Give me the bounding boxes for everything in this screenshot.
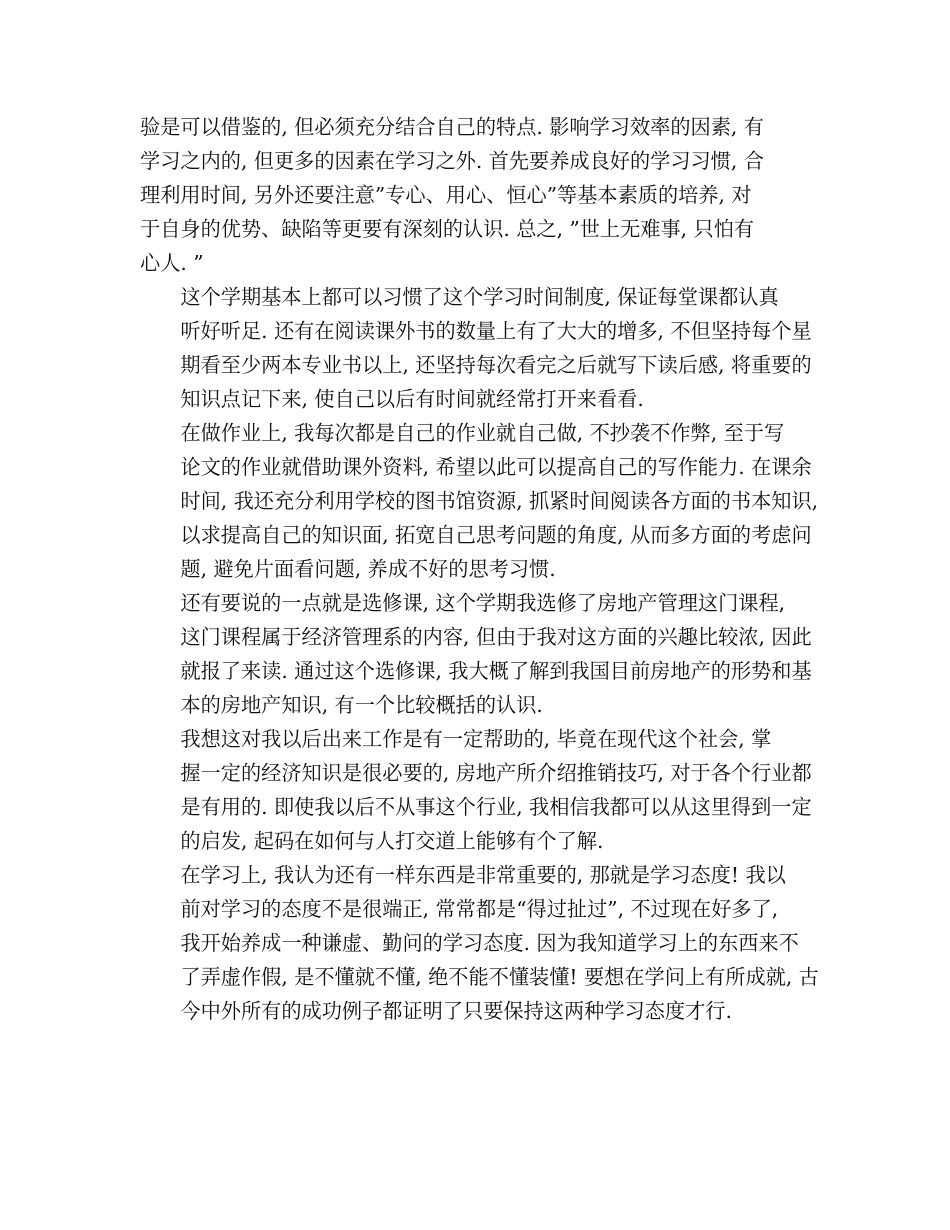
paragraph: [140, 586, 820, 722]
text-line: 学习之内的, 但更多的因素在学习之外. 首先要养成良好的学习习惯, 合: [140, 149, 764, 173]
text-line: 期看至少两本专业书以上, 还坚持每次看完之后就写下读后感, 将重要的: [180, 353, 812, 377]
text-line: 前对学习的态度不是很端正, 常常都是“得过扯过”, 不过现在好多了,: [180, 897, 779, 921]
paragraph: [140, 416, 820, 586]
text-line: 这个学期基本上都可以习惯了这个学习时间制度, 保证每堂课都认真: [180, 285, 779, 309]
text-line: 心人. ”: [140, 251, 204, 275]
text-line: 论文的作业就借助课外资料, 希望以此可以提高自己的写作能力. 在课余: [180, 455, 812, 479]
text-line: 在学习上, 我认为还有一样东西是非常重要的, 那就是学习态度! 我以: [180, 863, 786, 887]
text-line: 握一定的经济知识是很必要的, 房地产所介绍推销技巧, 对于各个行业都: [180, 761, 812, 785]
text-line: 这门课程属于经济管理系的内容, 但由于我对这方面的兴趣比较浓, 因此: [180, 625, 812, 649]
text-line: 是有用的. 即使我以后不从事这个行业, 我相信我都可以从这里得到一定: [180, 795, 812, 819]
text-line: 理利用时间, 另外还要注意”专心、用心、恒心”等基本素质的培养, 对: [140, 183, 752, 207]
text-line: 今中外所有的成功例子都证明了只要保持这两种学习态度才行.: [180, 999, 732, 1023]
text-line: 验是可以借鉴的, 但必须充分结合自己的特点. 影响学习效率的因素, 有: [140, 115, 764, 139]
paragraph: [140, 722, 820, 858]
paragraph: [140, 280, 820, 416]
text-line: 本的房地产知识, 有一个比较概括的认识.: [180, 693, 543, 717]
text-line: 听好听足. 还有在阅读课外书的数量上有了大大的增多, 不但坚持每个星: [180, 319, 812, 343]
document-body: [140, 110, 820, 1028]
text-line: 以求提高自己的知识面, 拓宽自己思考问题的角度, 从而多方面的考虑问: [180, 523, 812, 547]
text-line: 我想这对我以后出来工作是有一定帮助的, 毕竟在现代这个社会, 掌: [180, 727, 772, 751]
text-line: 于自身的优势、缺陷等更要有深刻的认识. 总之, ”世上无难事, 只怕有: [140, 217, 755, 241]
paragraph: [140, 858, 820, 1028]
text-line: 就报了来读. 通过这个选修课, 我大概了解到我国目前房地产的形势和基: [180, 659, 812, 683]
text-line: 在做作业上, 我每次都是自己的作业就自己做, 不抄袭不作弊, 至于写: [180, 421, 785, 445]
paragraph: [140, 110, 820, 280]
text-line: 我开始养成一种谦虚、勤问的学习态度. 因为我知道学习上的东西来不: [180, 931, 799, 955]
text-line: 题, 避免片面看问题, 养成不好的思考习惯.: [180, 557, 556, 581]
text-line: 的启发, 起码在如何与人打交道上能够有个了解.: [180, 829, 604, 853]
text-line: 还有要说的一点就是选修课, 这个学期我选修了房地产管理这门课程,: [180, 591, 786, 615]
text-line: 了弄虚作假, 是不懂就不懂, 绝不能不懂装懂! 要想在学问上有所成就, 古: [180, 965, 819, 989]
text-line: 时间, 我还充分利用学校的图书馆资源, 抓紧时间阅读各方面的书本知识,: [180, 489, 819, 513]
text-line: 知识点记下来, 使自己以后有时间就经常打开来看看.: [180, 387, 644, 411]
